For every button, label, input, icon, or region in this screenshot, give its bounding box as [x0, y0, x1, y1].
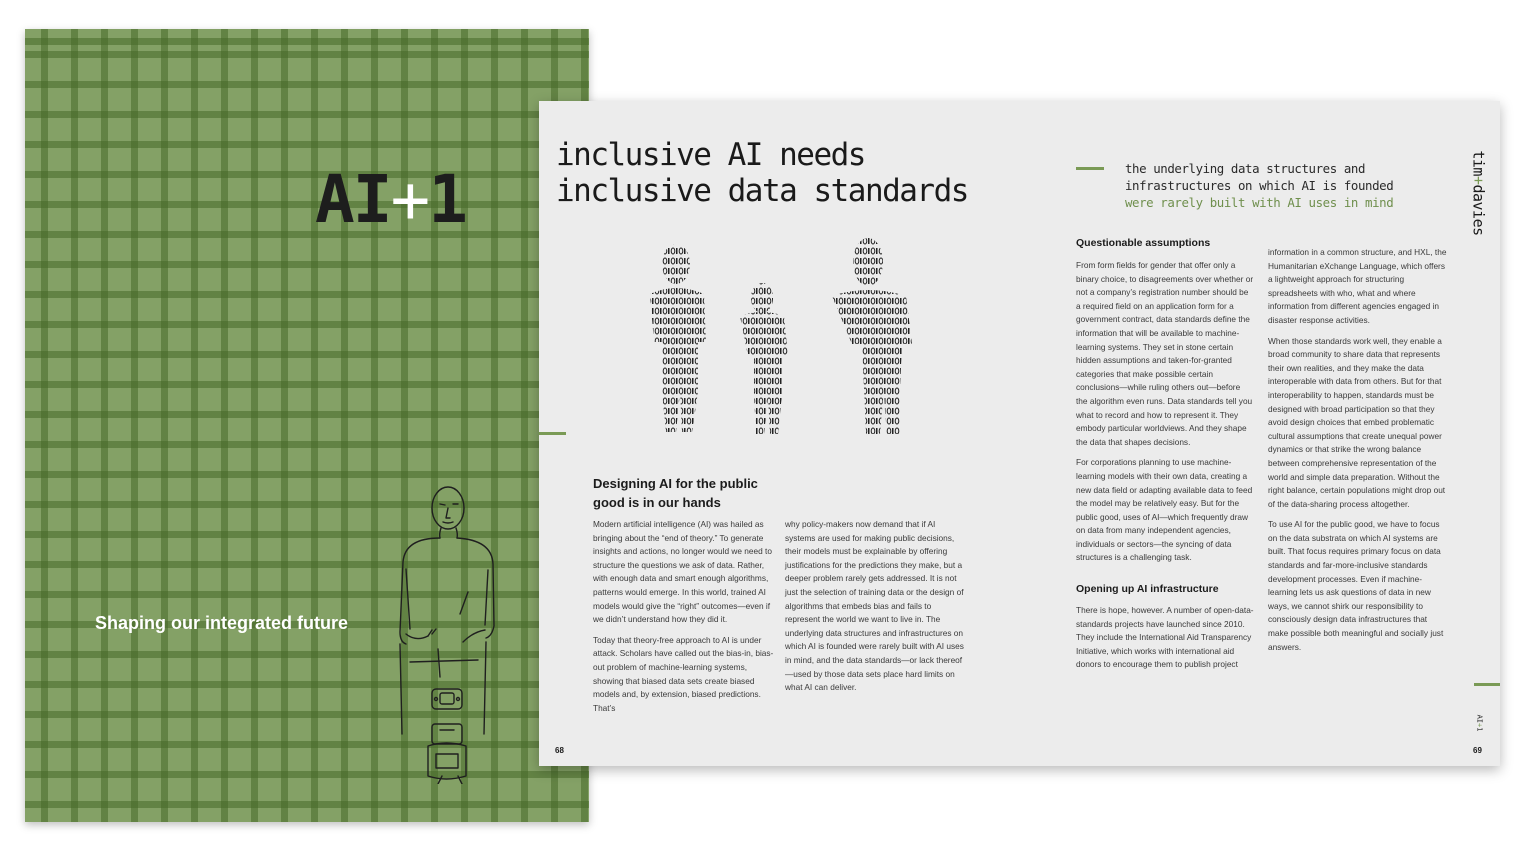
- spread-headline: [556, 137, 968, 209]
- section-title-infrastructure: Opening up AI infrastructure: [1076, 583, 1219, 596]
- headline-line-2: inclusive data standards: [556, 173, 968, 209]
- pull-quote-rule: [1076, 167, 1104, 170]
- paragraph: To use AI for the public good, we have to focus on the data substrata on which AI systems are built. That focus requires primary focus on data standards and far-more-inclusive standards development processes. Even if machine-learning lets us ask questions of data in new ways, we cannot shirk our responsibility to consciously design data infrastructures that make possible both meaningful and socially just answers.: [1268, 519, 1444, 652]
- column-2: [785, 518, 968, 702]
- paragraph: For corporations planning to use machine-learning models with their own data, creating a new data field or adapting available data to feed the model may be relatively easy. But for the public good, uses of AI—which frequently draw on data from many independent agencies, individuals or sectors—the syncing of data structures is a challenging task.: [1076, 457, 1253, 563]
- headline-line-1: inclusive AI needs: [556, 137, 865, 173]
- left-margin-rule: [539, 432, 566, 435]
- page-number-left: 68: [555, 746, 564, 755]
- paragraph: why policy-makers now demand that if AI systems are used for making public decisions, their models must be explainable by offering justifications for the predictions they make, but a deeper problem rarely gets addressed. It is not just the selection of training data or the design of algorithms that embeds bias and fails to represent the world we want to live in. The underlying data structures and infrastructures on which AI is founded were rarely built with AI uses in mind, and the data standards—or lack thereof—used by those data sets place hard limits on what AI can deliver.: [785, 519, 964, 693]
- paragraph: When those standards work well, they enable a broad community to share data that represents their own realities, and they make the data interoperable with data from others. But for that interoperability to happen, standards must be designed with broad participation so that they avoid design choices that embed problematic cultural assumptions that create unequal power dynamics or that strike the wrong balance between comprehensive representation of the world and simple data preparation. Without the right balance, certain populations might drop out of the data-sharing process altogether.: [1268, 335, 1446, 509]
- paragraph: There is hope, however. A number of open-data-standards projects have launched since 2010. They include the International Aid Transparency Initiative, which works with international aid donors to encourage them to publish project: [1076, 605, 1254, 670]
- column-1: [593, 518, 775, 722]
- paragraph: From form fields for gender that offer only a binary choice, to disagreements over whether or not a company’s registration number should be a required field on an application form for a government contract, data standards define the information that will be available to machine-learning systems. They set in stone certain hidden assumptions and taken-for-granted categories that make possible certain conclusions—while ruling others out—before the algorithm even runs. Data standards tell you what to record and how to represent it. They embody particular worldviews. And they shape the data that shapes decisions.: [1076, 260, 1254, 447]
- person-with-device-illustration: [370, 484, 500, 784]
- magazine-spread: [539, 101, 1500, 766]
- column-3: [1076, 259, 1254, 679]
- section-title-assumptions: Questionable assumptions: [1076, 237, 1211, 249]
- cover-title: AI+1: [315, 161, 466, 238]
- brand-wordmark: tim+davies: [1470, 150, 1488, 236]
- binary-people-illustration: [636, 236, 926, 441]
- column-4: [1268, 246, 1448, 661]
- right-margin-rule: [1474, 683, 1500, 686]
- page-number-right: 69: [1473, 746, 1482, 755]
- section-title-designing: Designing AI for the public good is in our hands: [593, 476, 758, 510]
- paragraph: Modern artificial intelligence (AI) was hailed as bringing about the “end of theory.” To generate insights and actions, no longer would we need to structure the questions we ask of data. Rather, with enough data and smart enough algorithms, patterns would emerge. In this world, trained AI models would give the “right” outcomes—even if we didn’t understand how they did it.: [593, 519, 772, 625]
- paragraph: information in a common structure, and HXL, the Humanitarian eXchange Language, which offers a lightweight approach for structuring spreadsheets with who, what and where information from different agencies engaged in disaster response activities.: [1268, 247, 1447, 325]
- pull-quote: the underlying data structures and infrastructures on which AI is founded were rarely built with AI uses in mind: [1125, 161, 1394, 210]
- paragraph: Today that theory-free approach to AI is under attack. Scholars have called out the bias-in, bias-out problem of machine-learning systems, showing that biased data sets create biased models and, by extension, biased predictions. That’s: [593, 634, 774, 713]
- book-cover: [25, 29, 589, 822]
- running-footer-mark: AI+1: [1475, 714, 1483, 732]
- cover-subtitle: Shaping our integrated future: [95, 613, 349, 633]
